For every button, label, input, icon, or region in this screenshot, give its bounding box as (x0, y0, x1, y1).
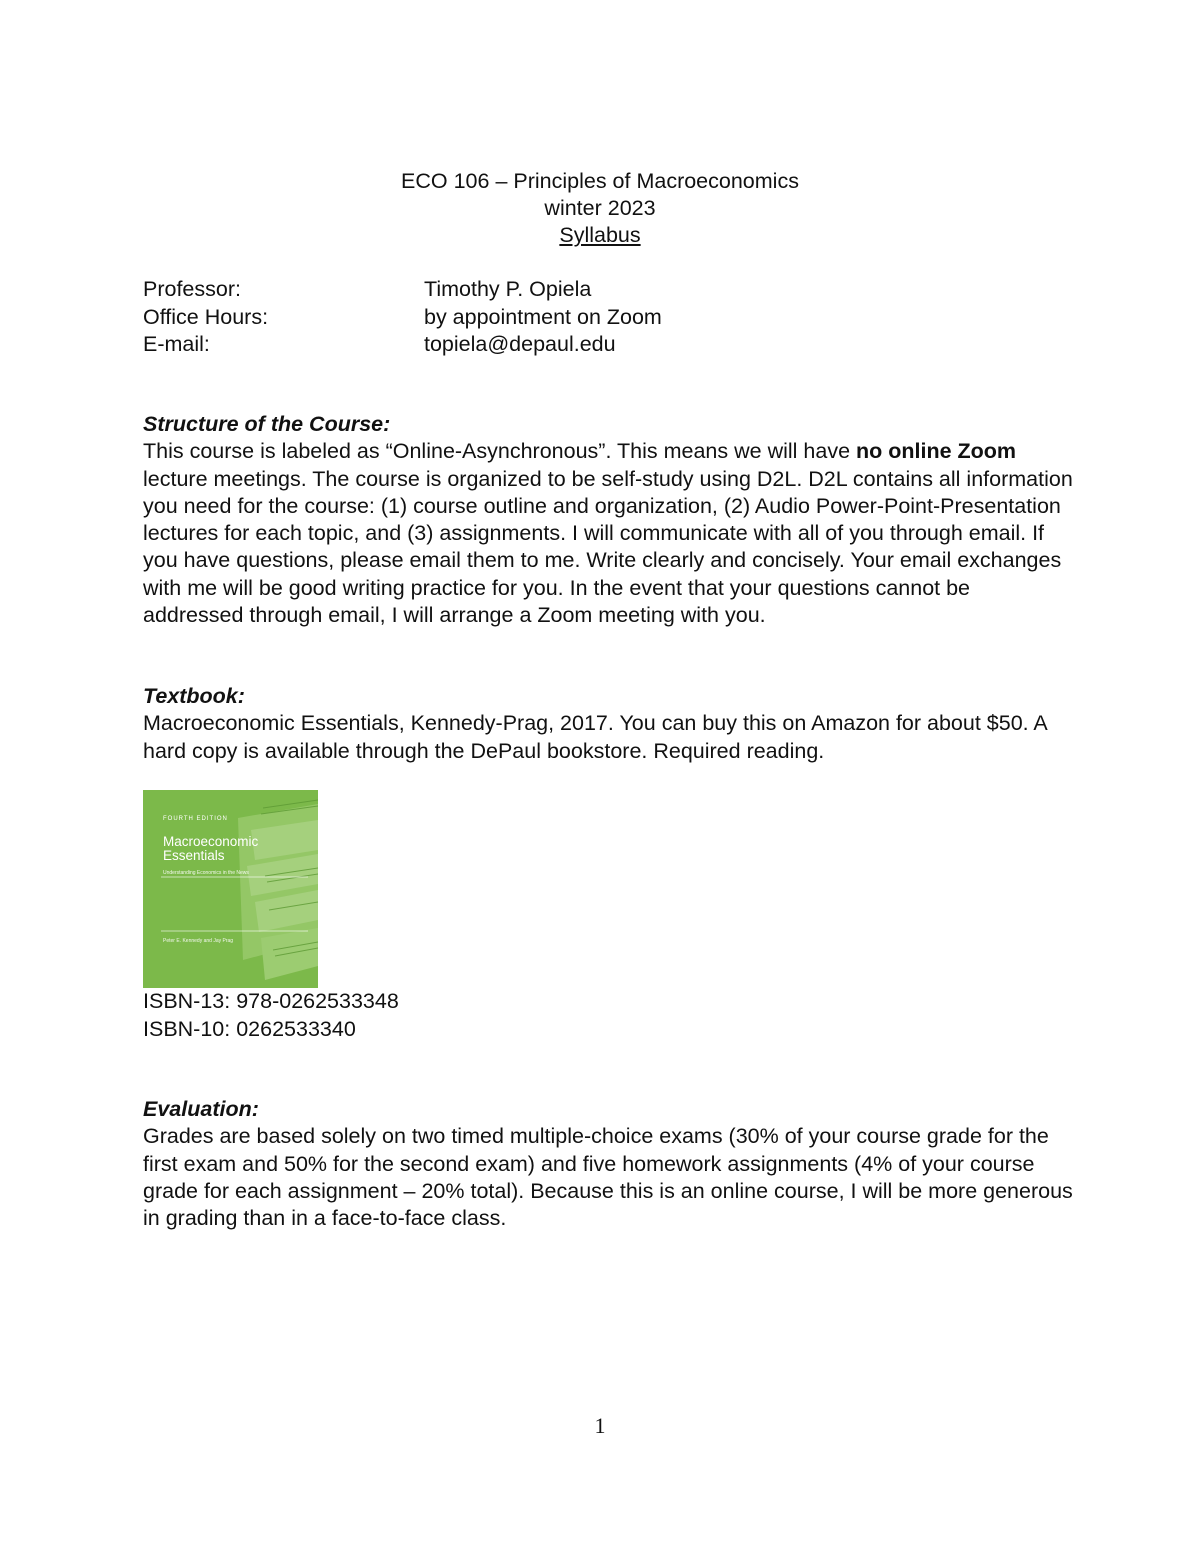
section-heading: Evaluation: (143, 1097, 259, 1121)
info-row-office-hours (143, 304, 662, 332)
section-heading: Structure of the Course: (143, 412, 391, 436)
isbn-10: ISBN-10: 0262533340 (143, 1017, 356, 1041)
info-label: Professor: (143, 277, 241, 301)
page-number: 1 (594, 1413, 606, 1438)
cover-title-text: Essentials (163, 848, 225, 863)
newspaper-stack-graphic (238, 804, 318, 980)
info-value: Timothy P. Opiela (424, 277, 592, 301)
contact-info (143, 276, 662, 359)
isbn-block (143, 987, 399, 1043)
course-title: ECO 106 – Principles of Macroeconomics (401, 169, 799, 193)
info-row-professor (143, 276, 662, 304)
body-text: This course is labeled as “Online-Asynchronous”. This means we will have (143, 439, 856, 464)
section-heading: Textbook: (143, 684, 245, 708)
cover-edition-text: FOURTH EDITION (163, 816, 228, 822)
info-value: by appointment on Zoom (424, 304, 662, 329)
info-label: Office Hours: (143, 304, 269, 329)
info-label: E-mail: (143, 332, 210, 356)
section-evaluation (143, 1096, 1073, 1232)
cover-title-text: Macroeconomic (163, 834, 259, 849)
emphasis-text: no online Zoom (856, 439, 1017, 464)
document-type (0, 222, 1200, 249)
term: winter 2023 (544, 196, 656, 220)
cover-authors-text: Peter E. Kennedy and Jay Prag (163, 938, 234, 944)
textbook-cover-image (143, 790, 318, 988)
cover-subtitle-text: Understanding Economics in the News (163, 870, 249, 876)
body-text: lecture meetings. The course is organized to be self-study using D2L. D2L contains all information you need for the course: (1) course outline and organization, (2) Audio Power-Point-Presentation lectures for each topic, and (3) assignments. I will communicate with all of you through email. If you have questions, please email them to me. Write clearly and concisely. Your email exchanges with me will be good writing practice for you. In the event that your questions cannot be addressed through email, I will arrange a Zoom meeting with you. (143, 466, 1073, 628)
section-body (143, 438, 1073, 629)
email-address: topiela@depaul.edu (424, 332, 616, 356)
info-row-email (143, 331, 662, 359)
section-body: Grades are based solely on two timed multiple-choice exams (30% of your course grade for the first exam and 50% for the second exam) and five homework assignments (4% of your course grade for each assignment – 20% total). Because this is an online course, I will be more generous in grading than in a face-to-face class. (143, 1124, 1073, 1231)
section-body: Macroeconomic Essentials, Kennedy-Prag, 2017. You can buy this on Amazon for about $50. A hard copy is available through the DePaul bookstore. Required reading. (143, 711, 1047, 763)
document-header (0, 168, 1200, 249)
section-structure (143, 411, 1073, 629)
syllabus-label: Syllabus (559, 223, 641, 247)
section-textbook (143, 683, 1073, 765)
isbn-13: ISBN-13: 978-0262533348 (143, 989, 399, 1013)
